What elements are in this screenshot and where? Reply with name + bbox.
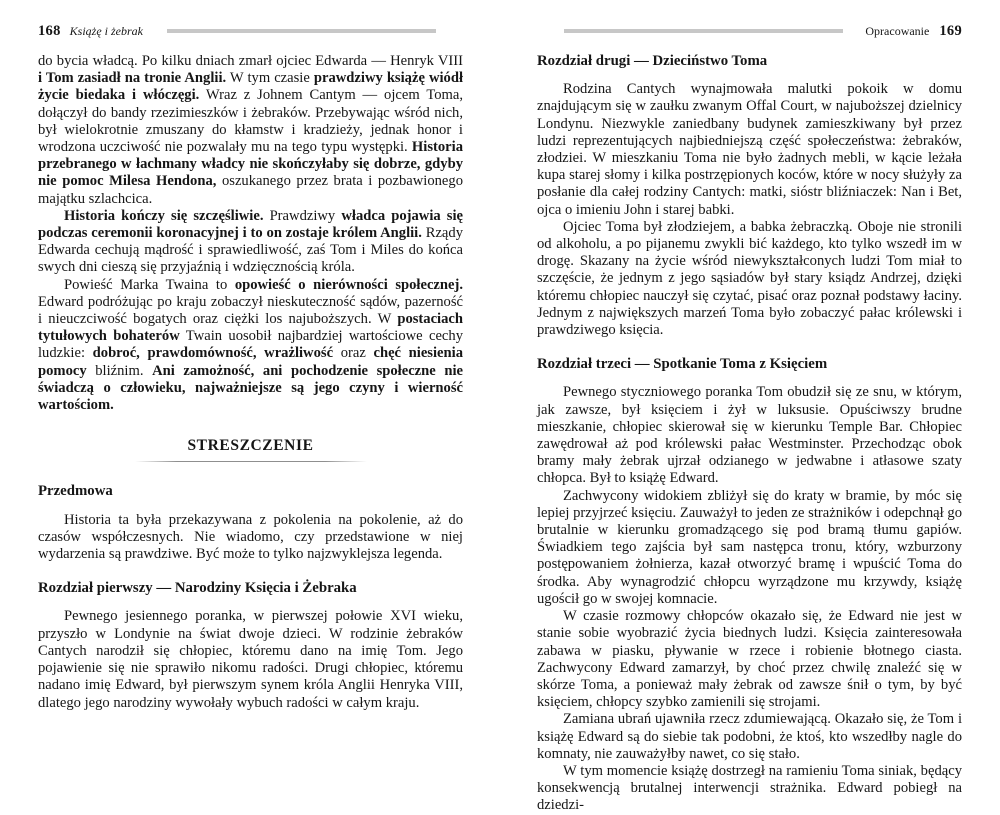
running-title-left: Książę i żebrak (69, 23, 143, 38)
body-text: do bycia władcą. Po kilku dniach zmarł ojciec Edwarda — Henryk VIII (38, 53, 463, 69)
bold-text: i Tom zasiadł na tronie Anglii. (38, 70, 227, 87)
page-left-content (38, 53, 463, 712)
body-text: Powieść Marka Twaina to (64, 276, 235, 293)
chapter-heading: Rozdział drugi — Dzieciństwo Toma (537, 53, 768, 69)
body-text: Zamiana ubrań ujawniła rzecz zdumiewającą. Okazało się, że Tom i książę Edward są do siebie tak podobni, że ktoś, kto wszedłby nagle do komnaty, nie zauważyłby nawet, co się stało. (537, 711, 962, 762)
running-head-left (38, 22, 463, 40)
bold-text: Historia przebranego w łachmany władcy nie skończyłaby się dobrze, gdyby nie pomoc Milesa Hendona, (38, 139, 463, 190)
page-number-left: 168 (38, 22, 61, 39)
paragraph (537, 219, 962, 339)
page-left (38, 0, 463, 712)
body-text: W czasie rozmowy chłopców okazało się, że Edward nie jest w stanie sobie wyobrazić życia biednych ludzi. Księcia zainteresowała zabawa w piasku, pływanie w rzece i robienie błotnego ciasta. Zachwycony Edward zamarzył, by choć przez chwilę znaleźć się w skórze Toma, a ponieważ mały żebrak od zawsze śnił o tym, by być księciem, chłopcy szybko zamienili się strojami. (537, 608, 962, 711)
body-text: Historia ta była przekazywana z pokolenia na pokolenie, aż do czasów współczesnych. Nie wiadomo, czy przedstawione w niej wydarzenia są prawdziwe. Być może to tylko najzwyklejsza legenda. (38, 511, 463, 563)
body-text: Rządy Edwarda cechują mądrość i sprawiedliwość, zaś Tom i Miles do końca swych dni cieszą się przyjaźnią i wdzięcznością króla. (38, 225, 463, 276)
bold-text: chęć niesienia pomocy (38, 345, 463, 379)
paragraph (537, 763, 962, 815)
body-text: W tym czasie (226, 70, 314, 87)
body-text: Prawdziwy (263, 207, 342, 224)
paragraph (38, 208, 463, 277)
bold-text: prawdziwy książę wiódł życie biedaka i włóczęgi. (38, 70, 464, 104)
bold-text: postaciach tytułowych bohaterów (38, 311, 463, 345)
section-title-rule (135, 461, 367, 462)
page-right (537, 0, 962, 814)
paragraph (537, 711, 962, 763)
running-title-right: Opracowanie (865, 23, 930, 38)
bold-text: opowieść o nierówności społecznej. (234, 276, 463, 293)
running-head-right (537, 22, 962, 40)
header-rule-left (167, 29, 436, 33)
bold-text: władca pojawia się podczas ceremonii koronacyjnej i to on zostaje królem Anglii. (38, 207, 463, 242)
body-text: W tym momencie książę dostrzegł na ramieniu Toma siniak, będący konsekwencją brutalnej interwencji strażnika. Edward pobiegł na dziedzi- (537, 762, 962, 814)
body-text: Wraz z Johnem Cantym — ojcem Toma, dołączył do bandy rzezimieszków i żebraków. Przebywając wśród nich, był wielokrotnie zmuszany do kłamstw i kradzieży, jednak honor i wrodzona uczciwość nie pozwalały mu na tego typu występki. (38, 87, 463, 156)
bold-text: Ani zamożność, ani pochodzenie społeczne nie świadczą o człowieku, najważniejsze są jego czyny i wierność wartościom. (38, 362, 463, 414)
paragraph (38, 53, 463, 208)
page-right-content (537, 53, 962, 815)
chapter-heading: Przedmowa (38, 483, 113, 500)
body-text: Rodzina Cantych wynajmowała malutki pokoik w domu znajdującym się w zaułku zwanym Offal Court, w najuboższej dzielnicy Londynu. Niezwykle zaniedbany budynek zamieszkiwany był przez ludzi reprezentujących najbiedniejszą część społeczeństwa: żebraków, złodziei. W mieszkaniu Toma nie było żadnych mebli, w kącie leżała kupa starej słomy i kilka postrzępionych koców, które w nocy służyły za posłanie dla całej rodziny Cantych: matki, sióstr bliźniaczek: Nan i Bet, ojca o imieniu John i starej babki. (537, 81, 962, 218)
bold-text: dobroć, prawdomówność, wrażliwość (92, 345, 334, 362)
bold-text: Historia kończy się szczęśliwie. (64, 207, 264, 224)
paragraph (537, 81, 962, 219)
body-text: Pewnego styczniowego poranka Tom obudził się ze snu, w którym, jak zawsze, był księciem i żył w luksusie. Opuściwszy brudne mieszkanie, chłopiec skierował się w kierunku Temple Bar. Chłopiec zawędrował aż pod królewski pałac Westminster. Przechodząc obok bramy mały żebrak ujrzał odzianego w jedwabne i atłasowe szaty chłopca. Był to książę Edward. (537, 384, 962, 487)
body-text: Zachwycony widokiem zbliżył się do kraty w bramie, by móc się lepiej przyjrzeć księciu. Zauważył to jeden ze strażników i odepchnął go brutalnie w kierunku gromadzącego się pod bramą tłumu gapiów. Świadkiem tego zajścia był sam następca tronu, który, wzburzony postępowaniem żołnierza, kazał otworzyć bramę i wpuścić Toma do środka. Aby wynagrodzić chłopcu wyrządzone mu krzywdy, książę ugościł go w swojej komnacie. (537, 487, 962, 607)
body-text: Twain uosobił najbardziej wartościowe cechy ludzkie: (38, 328, 463, 362)
paragraph (38, 608, 463, 711)
paragraph (537, 488, 962, 608)
paragraph (38, 277, 463, 415)
body-text: Pewnego jesiennego poranka, w pierwszej połowie XVI wieku, przyszło w Londynie na świat dwoje dzieci. W rodzinie żebraków Cantych narodził się chłopiec, któremu dano na imię Tom. Jego pojawienie się nie sprawiło nikomu radości. Drugi chłopiec, któremu nadano imię Edward, był pierwszym synem króla Anglii Henryka VIII, dlatego jego narodziny wywołały wybuch radości w całym kraju. (38, 608, 463, 711)
chapter-heading: Rozdział trzeci — Spotkanie Toma z Księciem (537, 356, 828, 373)
body-text: bliźnim. (86, 362, 153, 379)
page-number-right: 169 (939, 22, 962, 39)
section-title (38, 437, 463, 462)
body-text: oraz (333, 345, 374, 362)
body-text: oszukanego przez brata i pozbawionego majątku szlachcica. (38, 173, 463, 207)
section-title-text: STRESZCZENIE (187, 437, 314, 455)
body-text: Edward podróżując po kraju zobaczył nieskuteczność sądów, pazerność i nieuczciwość bogatych oraz ciężki los najuboższych. W (38, 293, 463, 328)
paragraph (537, 608, 962, 711)
body-text: Ojciec Toma był złodziejem, a babka żebraczką. Oboje nie stronili od alkoholu, a po pijanemu zwykli bić każdego, kto tylko wszedł im w drogę. Skazany na życie wśród niewykształconych ludzi Tom miał to szczęście, że jednym z jego sąsiadów był stary ksiądz Andrzej, dzięki któremu chłopiec nauczył się czytać, pisać oraz poznał podstawy łaciny. Jednym z największych marzeń Toma było zobaczyć pałac królewski i prawdziwego księcia. (537, 218, 962, 339)
paragraph (38, 512, 463, 564)
header-rule-right (564, 29, 843, 33)
paragraph (537, 384, 962, 487)
chapter-heading: Rozdział pierwszy — Narodziny Księcia i Żebraka (38, 580, 357, 597)
